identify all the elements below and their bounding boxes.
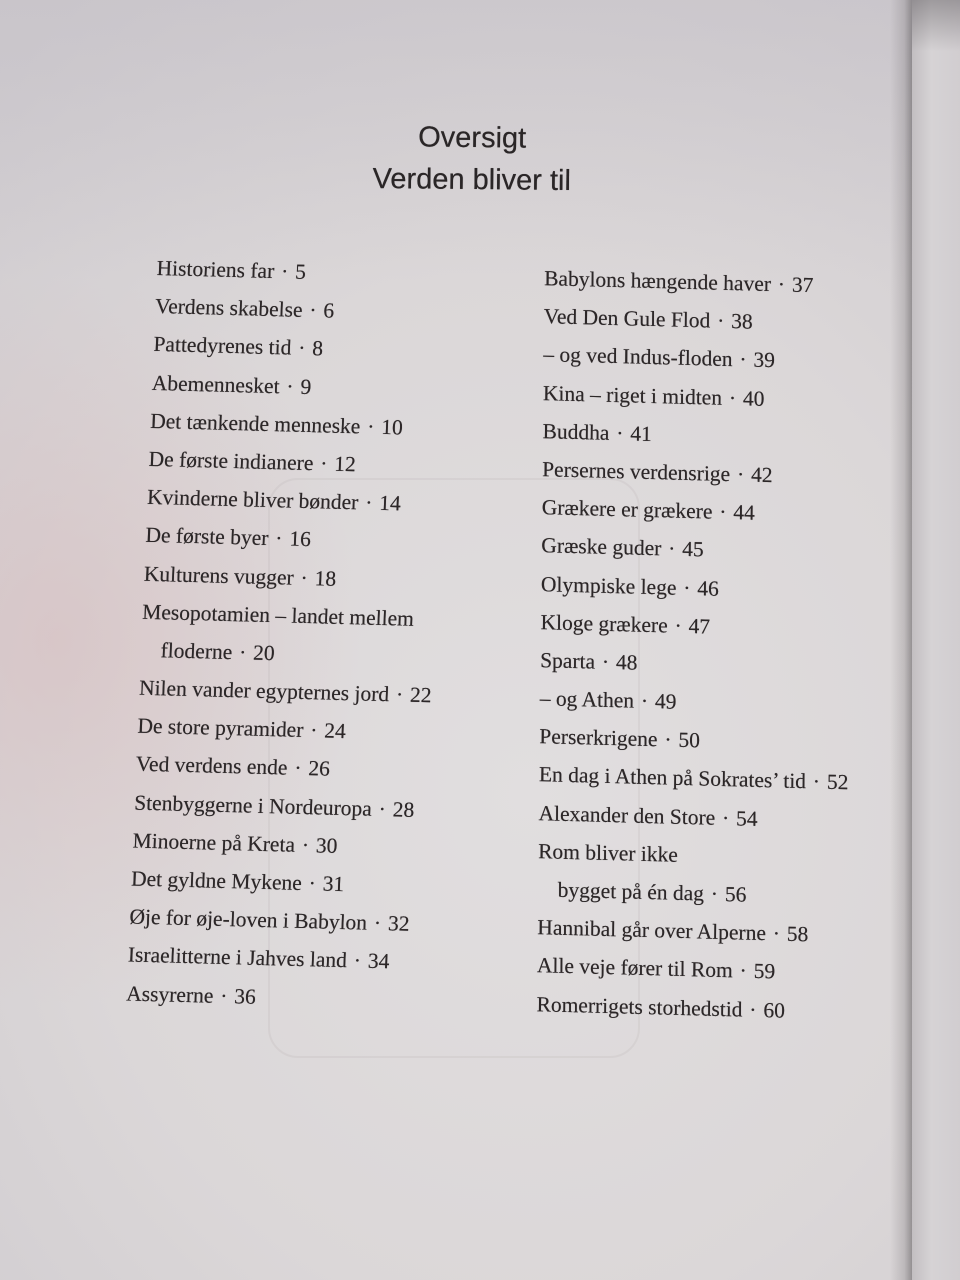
toc-right-column <box>536 259 874 1031</box>
page-separator: · <box>749 997 757 1022</box>
page-separator: · <box>777 272 786 297</box>
page-number: 18 <box>314 565 337 591</box>
toc-entry <box>140 592 513 678</box>
page-separator: · <box>378 796 387 821</box>
page-number: 24 <box>323 718 347 744</box>
entry-title: – og ved Indus-floden <box>543 342 733 372</box>
entry-title: Sparta <box>540 648 596 674</box>
page-separator: · <box>238 640 247 665</box>
page-separator: · <box>373 911 382 936</box>
entry-title: Hannibal går over Alperne <box>537 915 767 946</box>
entry-title: Assyrerne <box>125 981 214 1008</box>
page-number: 32 <box>387 911 410 937</box>
page-number: 52 <box>826 770 849 795</box>
entry-title: Romerrigets storhedstid <box>536 991 743 1022</box>
entry-title: Abemennesket <box>151 370 281 398</box>
page-number: 54 <box>736 805 758 831</box>
entry-title-continuation: floderne <box>160 638 233 664</box>
page-separator: · <box>674 613 682 638</box>
page-number: 40 <box>742 385 765 411</box>
entry-title: De første byer <box>145 523 269 551</box>
entry-title: Buddha <box>542 418 610 445</box>
toc-entry <box>538 832 869 917</box>
entry-title: Minoerne på Kreta <box>132 828 296 857</box>
page-separator: · <box>395 682 404 707</box>
page-number: 59 <box>753 959 776 984</box>
page-number: 20 <box>252 640 276 666</box>
entry-title: Historiens far <box>156 256 275 284</box>
entry-title: Alexander den Store <box>538 800 716 830</box>
page-number: 46 <box>697 575 719 601</box>
toc-entry <box>536 985 866 1032</box>
page-separator: · <box>736 462 745 487</box>
page-separator: · <box>309 718 318 743</box>
page-number: 41 <box>630 421 652 446</box>
page-separator: · <box>274 526 283 551</box>
page-number: 6 <box>322 298 335 323</box>
page-number: 47 <box>688 613 711 639</box>
page-number: 12 <box>333 451 357 477</box>
page-number: 58 <box>786 921 809 947</box>
page-title: Oversigt <box>418 121 527 155</box>
entry-title: Øje for øje-loven i Babylon <box>129 904 368 935</box>
entry-title: Nilen vander egypternes jord <box>138 675 390 707</box>
toc-left-column <box>126 249 528 1022</box>
page-number: 37 <box>791 272 814 298</box>
entry-title: Verdens skabelse <box>154 294 304 323</box>
page-number: 5 <box>294 259 307 284</box>
page-separator: · <box>319 451 328 476</box>
entry-title: Perserkrigene <box>539 724 658 752</box>
entry-title: De store pyramider <box>137 713 304 743</box>
entry-title: Mesopotamien – landet mellem <box>141 599 415 631</box>
page-separator: · <box>812 769 821 794</box>
page-separator: · <box>293 756 303 781</box>
entry-title: Stenbyggerne i Nordeuropa <box>133 790 373 821</box>
entry-title: Kvinderne bliver bønder <box>146 484 359 515</box>
page-number: 34 <box>367 949 390 974</box>
entry-title: Ved Den Gule Flod <box>543 304 711 333</box>
page-number: 14 <box>378 491 402 516</box>
page-number: 31 <box>322 871 345 897</box>
entry-title: Alle veje fører til Rom <box>536 953 733 983</box>
entry-title: De første indianere <box>148 446 314 476</box>
entry-title: Det gyldne Mykene <box>130 866 303 895</box>
page-separator: · <box>308 871 317 896</box>
entry-title: Pattedyrenes tid <box>153 332 292 360</box>
page-number: 38 <box>731 309 753 334</box>
page-number: 45 <box>682 537 704 562</box>
page-separator: · <box>664 727 672 752</box>
page-number: 48 <box>615 650 638 675</box>
entry-title: Olympiske lege <box>540 571 677 600</box>
page-separator: · <box>353 948 362 973</box>
page-edge-shadow <box>890 0 912 1280</box>
toc-entry-line <box>536 985 866 1032</box>
entry-title-continuation: bygget på én dag <box>557 877 705 906</box>
page-number: 28 <box>392 796 415 822</box>
entry-title: Persernes verdensrige <box>542 457 731 487</box>
page-number: 56 <box>724 882 747 907</box>
page-separator: · <box>683 575 691 600</box>
page-number: 8 <box>311 336 324 361</box>
page-number: 36 <box>233 983 257 1009</box>
page-separator: · <box>219 983 229 1008</box>
page-number: 50 <box>678 728 701 753</box>
entry-title: Rom bliver ikke <box>538 838 678 867</box>
page-number: 42 <box>750 462 773 488</box>
page-separator: · <box>772 921 781 946</box>
section-title: Verden bliver til <box>372 162 572 198</box>
entry-title: En dag i Athen på Sokrates’ tid <box>538 762 807 794</box>
entry-title: Kloge grækere <box>540 609 668 638</box>
table-of-contents <box>125 249 877 1048</box>
page-number: 60 <box>763 997 786 1023</box>
page-separator: · <box>739 958 747 984</box>
page-separator: · <box>728 385 737 410</box>
page-separator: · <box>717 308 725 334</box>
page-number: 9 <box>300 374 312 399</box>
page-separator: · <box>308 298 318 323</box>
page-number: 16 <box>288 526 312 552</box>
entry-title: Kulturens vugger <box>143 561 295 590</box>
page-separator: · <box>719 499 727 525</box>
page-separator: · <box>668 536 676 561</box>
page-number: 44 <box>733 500 755 525</box>
page-separator: · <box>640 688 649 714</box>
page-separator: · <box>366 414 375 439</box>
entry-title: Kina – riget i midten <box>542 380 723 410</box>
entry-title: Babylons hængende haver <box>544 266 772 297</box>
page-number: 49 <box>654 689 677 714</box>
page-separator: · <box>616 420 624 446</box>
entry-title: Israelitterne i Jahves land <box>127 942 348 973</box>
page-separator: · <box>300 565 309 590</box>
page-separator: · <box>739 347 747 372</box>
page-number: 39 <box>753 348 776 373</box>
page-separator: · <box>601 649 610 674</box>
page-separator: · <box>721 805 730 830</box>
page-separator: · <box>297 336 306 361</box>
contents-heading <box>322 115 623 202</box>
page-number: 30 <box>315 833 338 858</box>
entry-title: – og Athen <box>539 686 635 713</box>
page-separator: · <box>280 259 289 284</box>
next-page-edge <box>912 0 960 1280</box>
page-separator: · <box>285 374 295 399</box>
page-separator: · <box>301 832 310 857</box>
page-separator: · <box>364 490 373 515</box>
page-separator: · <box>710 881 719 906</box>
entry-title: Grækere er grækere <box>541 495 713 524</box>
entry-title: Ved verdens ende <box>135 752 289 781</box>
page-number: 10 <box>380 414 404 440</box>
entry-title: Det tænkende menneske <box>149 408 361 439</box>
entry-title: Græske guder <box>541 533 662 561</box>
page-number: 26 <box>307 756 331 782</box>
page-number: 22 <box>409 682 433 708</box>
